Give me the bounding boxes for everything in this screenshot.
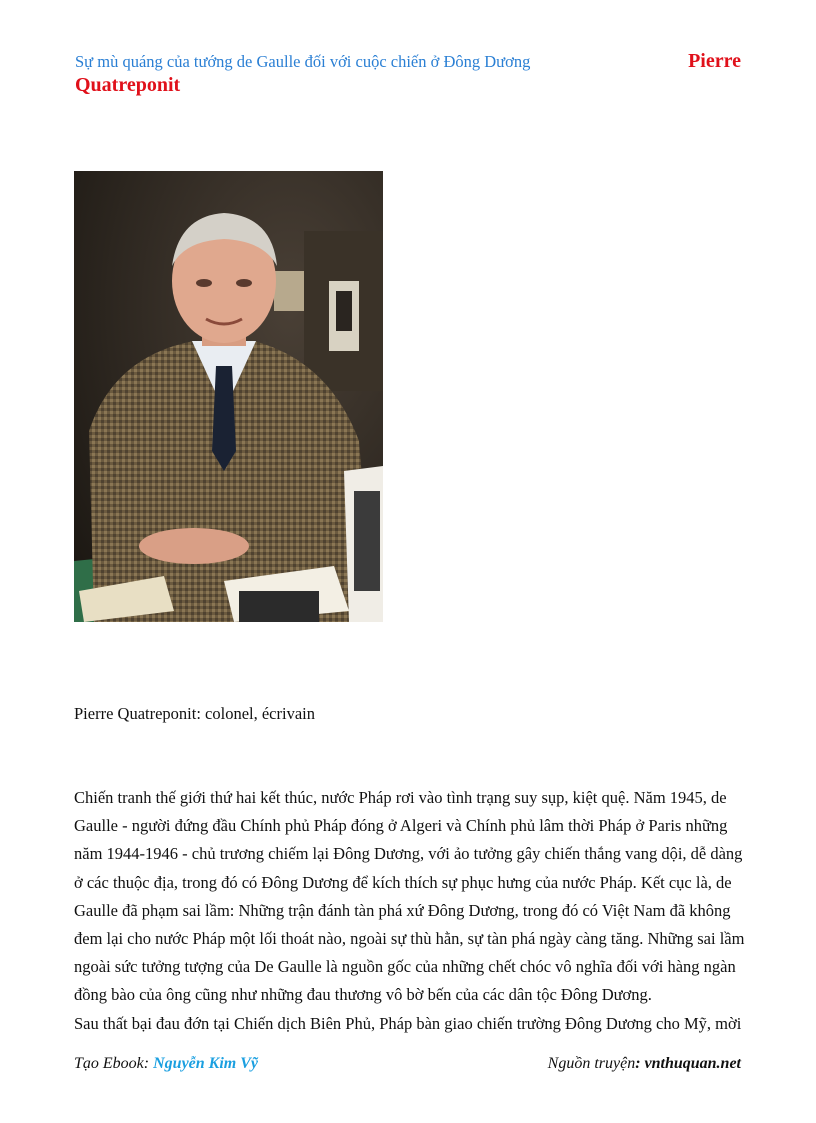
author-photo	[74, 171, 383, 622]
footer-source-credit: Nguồn truyện: vnthuquan.net	[547, 1055, 741, 1072]
header-line	[75, 50, 741, 73]
document-title: Sự mù quáng của tướng de Gaulle đối với cuộc chiến ở Đông Dương	[75, 52, 531, 71]
page-header	[75, 50, 741, 97]
paragraph-2: Sau thất bại đau đớn tại Chiến dịch Biên Phủ, Pháp bàn giao chiến trường Đông Dương cho Mỹ, mời	[74, 1013, 742, 1033]
page-footer	[74, 1055, 741, 1073]
footer-source-site: vnthuquan.net	[644, 1055, 741, 1072]
photo-caption: Pierre Quatreponit: colonel, écrivain	[74, 704, 315, 723]
author-first-name: Pierre	[688, 50, 741, 72]
footer-ebook-credit: Tạo Ebook: Nguyễn Kim Vỹ	[74, 1055, 258, 1072]
footer-source-label: Nguồn truyện	[547, 1055, 636, 1072]
footer-ebook-label: Tạo Ebook	[74, 1055, 144, 1072]
footer-ebook-name: Nguyễn Kim Vỹ	[153, 1055, 258, 1072]
author-last-name: Quatreponit	[75, 74, 181, 96]
article-body	[74, 784, 746, 1038]
paragraph-1: Chiến tranh thế giới thứ hai kết thúc, nước Pháp rơi vào tình trạng suy sụp, kiệt quệ. Năm 1945, de Gaulle - người đứng đầu Chính phủ Pháp đóng ở Algeri và Chính phủ lâm thời Pháp ở Paris những năm 1944-1946 - chủ trương chiếm lại Đông Dương, với ảo tưởng gây chiến thắng vang dội, dễ dàng ở các thuộc địa, trong đó có Đông Dương để kích thích sự phục hưng của nước Pháp. Kết cục là, de Gaulle đã phạm sai lầm: Những trận đánh tàn phá xứ Đông Dương, trong đó có Việt Nam đã không đem lại cho nước Pháp một lối thoát nào, ngoài sự thù hằn, sự tàn phá ngày càng tăng. Những sai lầm ngoài sức tưởng tượng của De Gaulle là nguồn gốc của những chết chóc vô nghĩa đối với hàng ngàn đồng bào của ông cũng như những đau thương vô bờ bến của các dân tộc Đông Dương.	[74, 788, 745, 1005]
